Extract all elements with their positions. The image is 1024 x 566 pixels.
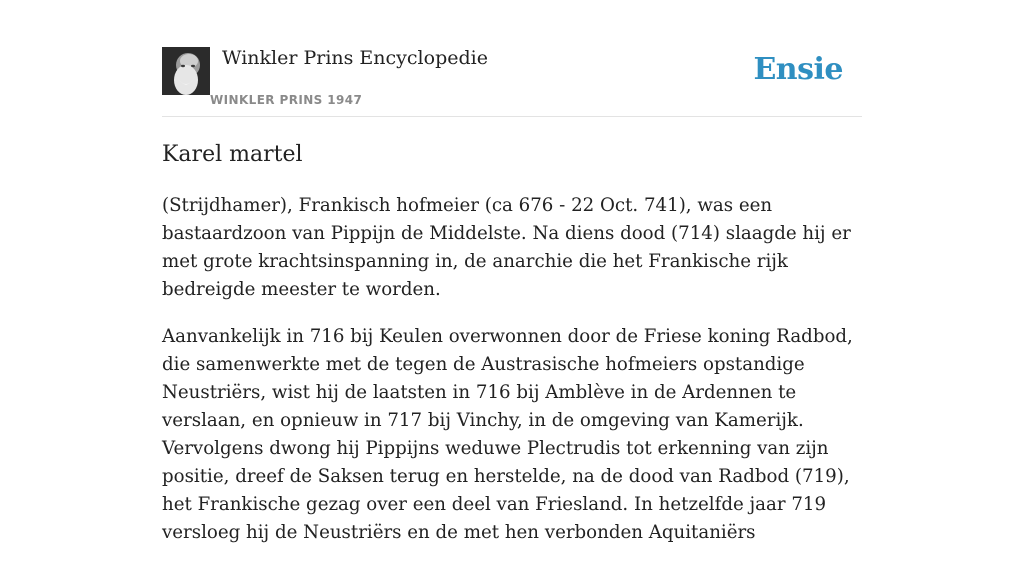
- article-title: Karel martel: [162, 142, 303, 167]
- source-name[interactable]: Winkler Prins Encyclopedie: [222, 47, 488, 69]
- article-paragraph: (Strijdhamer), Frankisch hofmeier (ca 676 - 22 Oct. 741), was een bastaardzoon van Pippijn de Middelste. Na diens dood (714) slaagde hij er met grote krachtsinspanning in, de anarchie die het Frankische rijk bedreigde meester te worden.: [162, 195, 851, 300]
- ensie-logo[interactable]: Ensie: [753, 52, 843, 87]
- article-paragraph: Aanvankelijk in 716 bij Keulen overwonnen door de Friese koning Radbod, die samenwerkte met de tegen de Austrasische hofmeiers opstandige Neustriërs, wist hij de laatsten in 716 bij Amblève in de Ardennen te verslaan, en opnieuw in 717 bij Vinchy, in de omgeving van Kamerijk. Vervolgens dwong hij Pippijns weduwe Plectrudis tot erkenning van zijn positie, dreef de Saksen terug en herstelde, na de dood van Radbod (719), het Frankische gezag over een deel van Friesland. In hetzelfde jaar 719 versloeg hij de Neustriërs en de met hen verbonden Aquitaniërs: [162, 326, 853, 543]
- article-body: [162, 192, 862, 566]
- bearded-man-portrait-icon[interactable]: [162, 47, 210, 95]
- source-header: [162, 46, 862, 117]
- source-edition: WINKLER PRINS 1947: [210, 93, 363, 107]
